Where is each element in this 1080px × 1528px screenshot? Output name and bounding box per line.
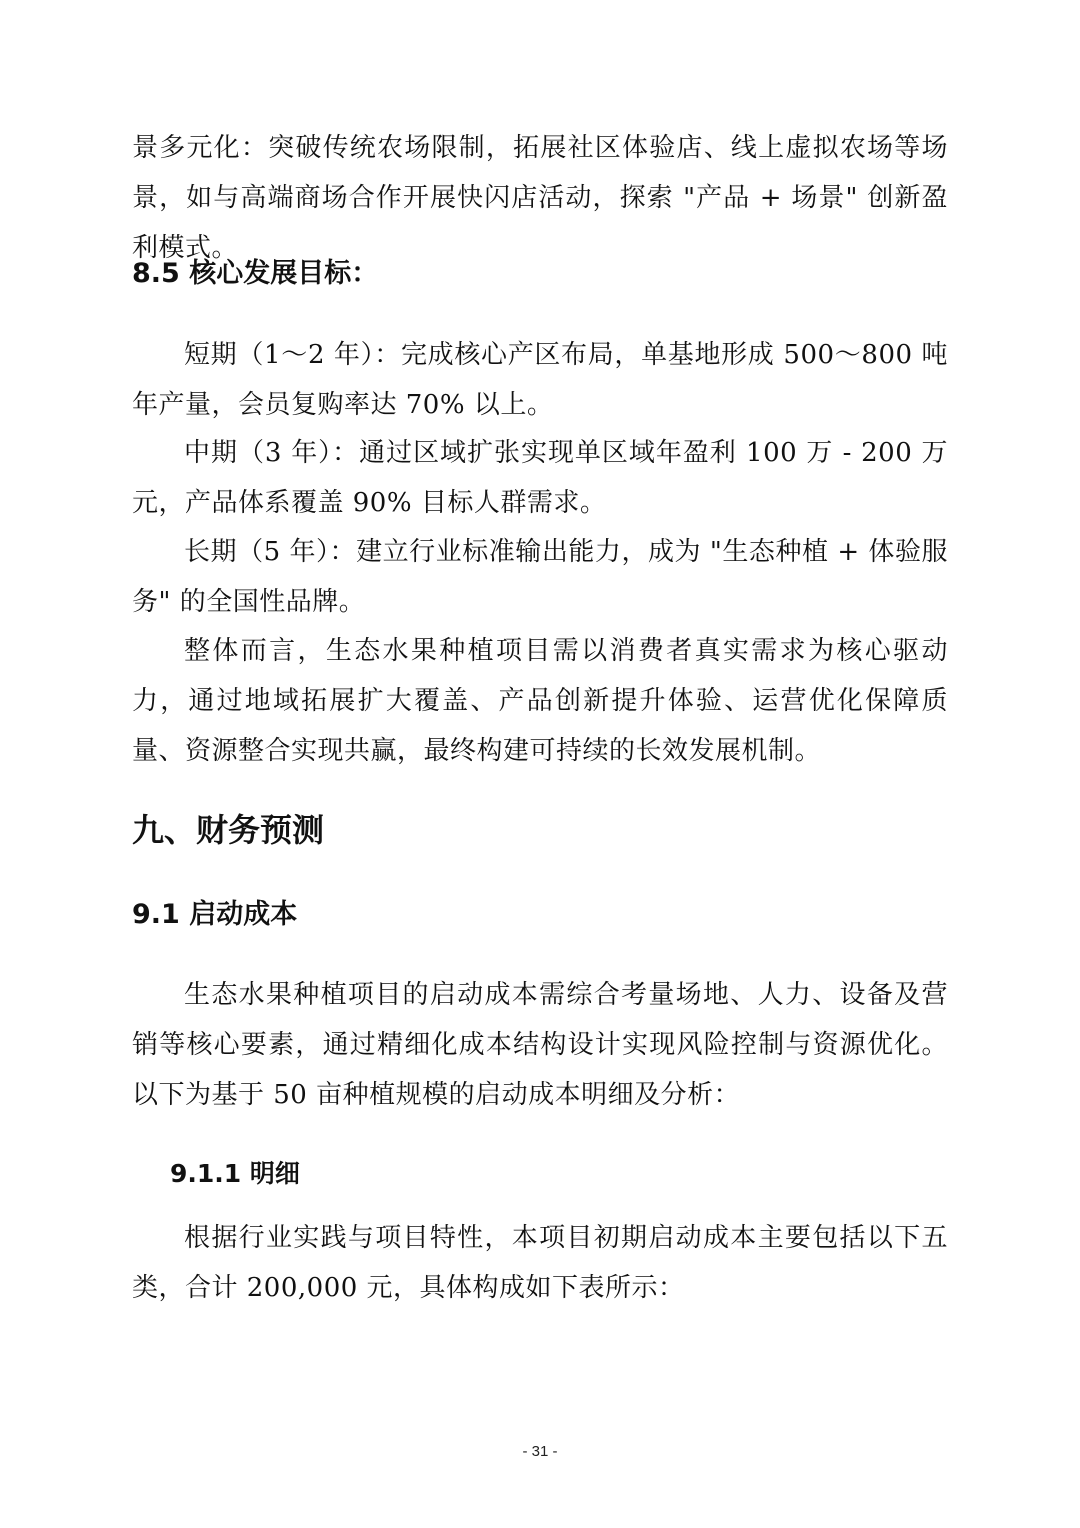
paragraph-long-term: 长期（5 年）：建立行业标准输出能力，成为 "生态种植 + 体验服务" 的全国性品牌。 xyxy=(132,537,948,617)
paragraph-scene-diversification: 景多元化：突破传统农场限制，拓展社区体验店、线上虚拟农场等场景，如与高端商场合作开展快闪店活动，探索 "产品 + 场景" 创新盈利模式。 xyxy=(132,133,948,263)
subsection-heading-9-1-1: 9.1.1 明细 xyxy=(170,1159,300,1188)
paragraph-startup-cost-intro: 生态水果种植项目的启动成本需综合考量场地、人力、设备及营销等核心要素，通过精细化成本结构设计实现风险控制与资源优化。以下为基于 50 亩种植规模的启动成本明细及分析： xyxy=(132,980,948,1110)
paragraph-summary: 整体而言，生态水果种植项目需以消费者真实需求为核心驱动力，通过地域拓展扩大覆盖、产品创新提升体验、运营优化保障质量、资源整合实现共赢，最终构建可持续的长效发展机制。 xyxy=(132,636,948,766)
page-number: - 31 - xyxy=(522,1443,558,1460)
paragraph-cost-details: 根据行业实践与项目特性，本项目初期启动成本主要包括以下五类，合计 200,000 元，具体构成如下表所示： xyxy=(132,1223,948,1303)
paragraph-mid-term: 中期（3 年）：通过区域扩张实现单区域年盈利 100 万 - 200 万元，产品体系覆盖 90% 目标人群需求。 xyxy=(132,438,948,518)
section-heading-8-5: 8.5 核心发展目标： xyxy=(132,258,379,289)
paragraph-short-term: 短期（1～2 年）：完成核心产区布局，单基地形成 500～800 吨年产量，会员复购率达 70% 以上。 xyxy=(132,340,948,420)
chapter-heading-9: 九、财务预测 xyxy=(132,811,325,849)
section-heading-9-1: 9.1 启动成本 xyxy=(132,899,298,930)
